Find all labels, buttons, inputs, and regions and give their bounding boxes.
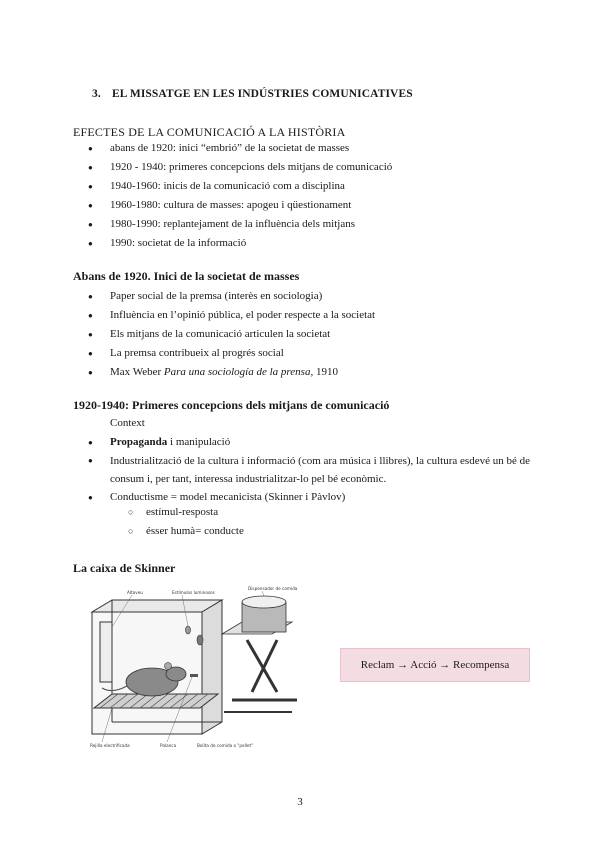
figure-label: Bolita de comida o "pellet" bbox=[197, 743, 254, 748]
list-item: ● 1940-1960: inicis de la comunicació com a disciplina bbox=[88, 177, 392, 196]
sublist-item: ○ estímul-resposta bbox=[128, 503, 244, 522]
period1920-title: 1920-1940: Primeres concepcions dels mitjans de comunicació bbox=[73, 398, 390, 412]
behaviorism-sublist bbox=[128, 503, 244, 541]
weber-year: 1910 bbox=[315, 366, 338, 378]
effects-list bbox=[88, 139, 392, 253]
list-item: ● Paper social de la premsa (interès en sociologia) bbox=[88, 287, 375, 306]
before1920-title: Abans de 1920. Inici de la societat de masses bbox=[73, 269, 300, 283]
list-item: ● 1990: societat de la informació bbox=[88, 234, 392, 253]
period1920-list bbox=[88, 414, 530, 507]
propaganda-bold: Propaganda bbox=[110, 436, 168, 448]
list-item-weber bbox=[88, 363, 375, 382]
list-item: ● 1960-1980: cultura de masses: apogeu i qüestionament bbox=[88, 196, 392, 215]
list-item: ● Influència en l’opinió pública, el poder respecte a la societat bbox=[88, 306, 375, 325]
list-item: ● 1980-1990: replantejament de la influència dels mitjans bbox=[88, 215, 392, 234]
propaganda-rest: i manipulació bbox=[167, 436, 231, 448]
list-item: ● abans de 1920: inici “embrió” de la societat de masses bbox=[88, 139, 392, 158]
figure-label: Rejilla electrificada bbox=[90, 743, 130, 748]
section-number: 3. bbox=[92, 88, 101, 100]
list-item-behaviorism: ● Conductisme = model mecanicista (Skinner i Pàvlov) bbox=[88, 488, 530, 507]
weber-author: Max Weber bbox=[110, 366, 162, 378]
section-title: EL MISSATGE EN LES INDÚSTRIES COMUNICATIVES bbox=[112, 88, 413, 100]
skinner-title: La caixa de Skinner bbox=[73, 561, 176, 575]
effects-title: EFECTES DE LA COMUNICACIÓ A LA HISTÒRIA bbox=[73, 125, 346, 139]
weber-work: Para una sociología de la prensa, bbox=[163, 366, 314, 378]
list-item: ● La premsa contribueix al progrés social bbox=[88, 344, 375, 363]
skinner-box-illustration bbox=[72, 582, 334, 752]
list-item: ● 1920 - 1940: primeres concepcions dels mitjans de comunicació bbox=[88, 158, 392, 177]
section-heading bbox=[92, 88, 413, 100]
figure-label: Dispensador de comida bbox=[248, 586, 298, 591]
list-item: ● Els mitjans de la comunicació articulen la societat bbox=[88, 325, 375, 344]
context-label: Context bbox=[110, 417, 145, 429]
list-item-propaganda bbox=[88, 433, 530, 452]
page-number: 3 bbox=[297, 796, 303, 808]
before1920-list bbox=[88, 287, 375, 382]
list-item-industrial: ● Industrialització de la cultura i informació (com ara música i llibres), la cultura esdevé un bé de consum i, per tant, interessa industrialitzar-lo pel bé econòmic. bbox=[88, 452, 530, 488]
lever-icon bbox=[190, 674, 198, 677]
figure-label: Estímulos luminosos bbox=[172, 590, 215, 595]
food-dispenser-icon bbox=[222, 596, 297, 712]
figure-label: Altaveu bbox=[127, 590, 143, 595]
figure-label: Palanca bbox=[160, 743, 177, 748]
sublist-item: ○ ésser humà= conducte bbox=[128, 522, 244, 541]
reward-callout: Reclam → Acció → Recompensa bbox=[340, 648, 530, 682]
